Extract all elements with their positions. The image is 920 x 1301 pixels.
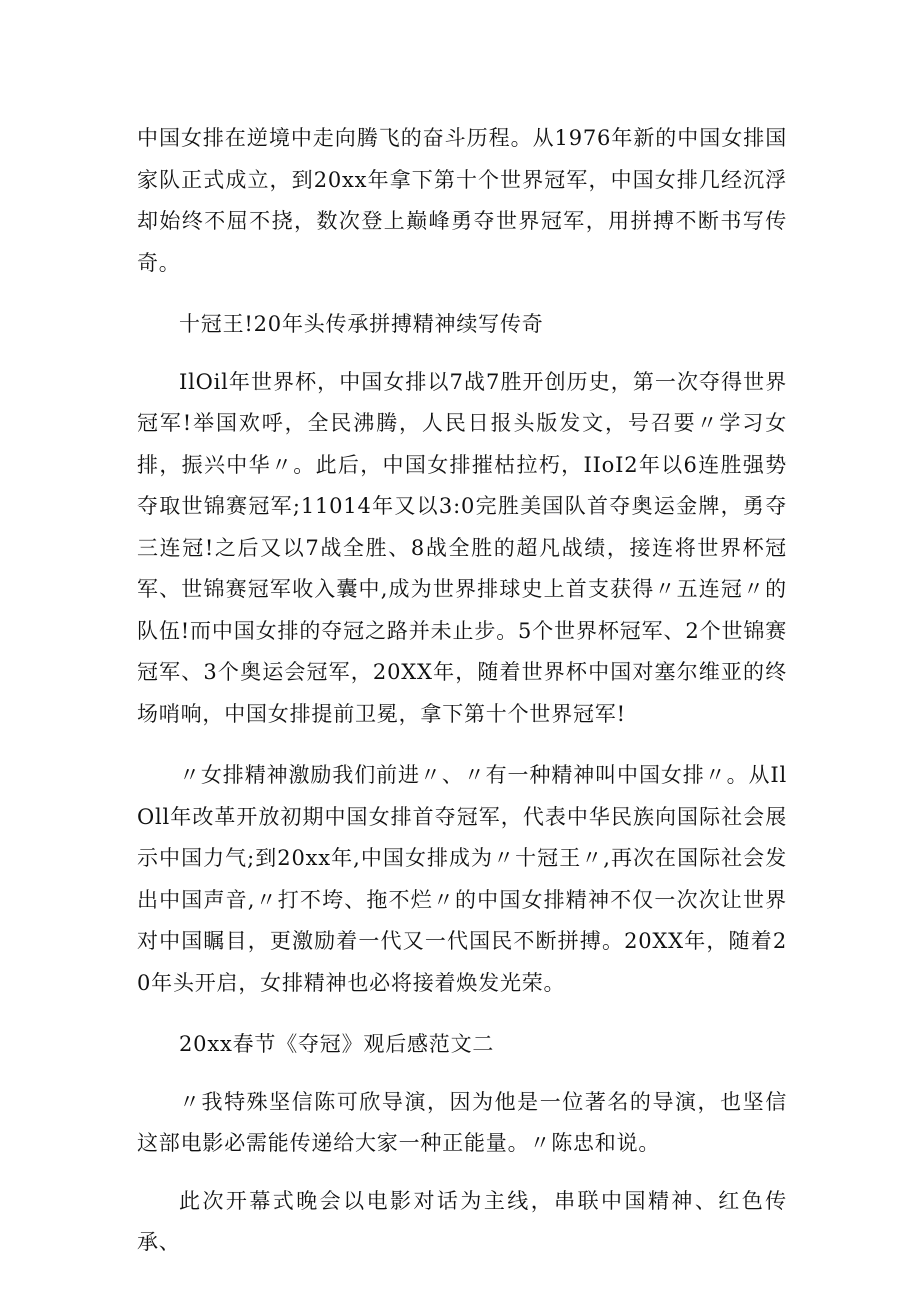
paragraph-history: IlOil年世界杯，中国女排以7战7胜开创历史，第一次夺得世界冠军!举国欢呼，全民沸腾，人民日报头版发文，号召要〃学习女排，振兴中华〃。此后，中国女排摧枯拉朽，IIoI2年以6连胜强势夺取世锦赛冠军;11014年又以3:0完胜美国队首夺奥运金牌，勇夺三连冠!之后又以7战全胜、8战全胜的超凡战绩，接连将世界杯冠军、世锦赛冠军收入囊中,成为世界排球史上首支获得〃五连冠〃的队伍!而中国女排的夺冠之路并未止步。5个世界杯冠军、2个世锦赛冠军、3个奥运会冠军，20XX年，随着世界杯中国对塞尔维亚的终场哨响，中国女排提前卫冕，拿下第十个世界冠军! — [137, 369, 787, 726]
paragraph-quote: 〃我特殊坚信陈可欣导演，因为他是一位著名的导演，也坚信这部电影必需能传递给大家一种正能量。〃陈忠和说。 — [137, 1089, 787, 1155]
paragraph-intro: 中国女排在逆境中走向腾飞的奋斗历程。从1976年新的中国女排国家队正式成立，到20xx年拿下第十个世界冠军，中国女排几经沉浮却始终不屈不挠，数次登上巅峰勇夺世界冠军，用拼搏不断书写传奇。 — [137, 126, 787, 275]
paragraph-opening: 此次开幕式晚会以电影对话为主线，串联中国精神、红色传承、 — [137, 1188, 787, 1254]
paragraph-spirit: 〃女排精神激励我们前进〃、〃有一种精神叫中国女排〃。从IlOll年改革开放初期中国女排首夺冠军，代表中华民族向国际社会展示中国力气;到20xx年,中国女排成为〃十冠王〃,再次在国际社会发出中国声音,〃打不垮、拖不烂〃的中国女排精神不仅一次次让世界对中国瞩目，更激励着一代又一代国民不断拼搏。20XX年，随着20年头开启，女排精神也必将接着焕发光荣。 — [137, 763, 787, 995]
section-heading-ten-titles: 十冠王!20年头传承拼搏精神续写传奇 — [179, 312, 544, 336]
document-body — [137, 118, 787, 1264]
section-heading-essay-two: 20xx春节《夺冠》观后感范文二 — [179, 1032, 495, 1056]
